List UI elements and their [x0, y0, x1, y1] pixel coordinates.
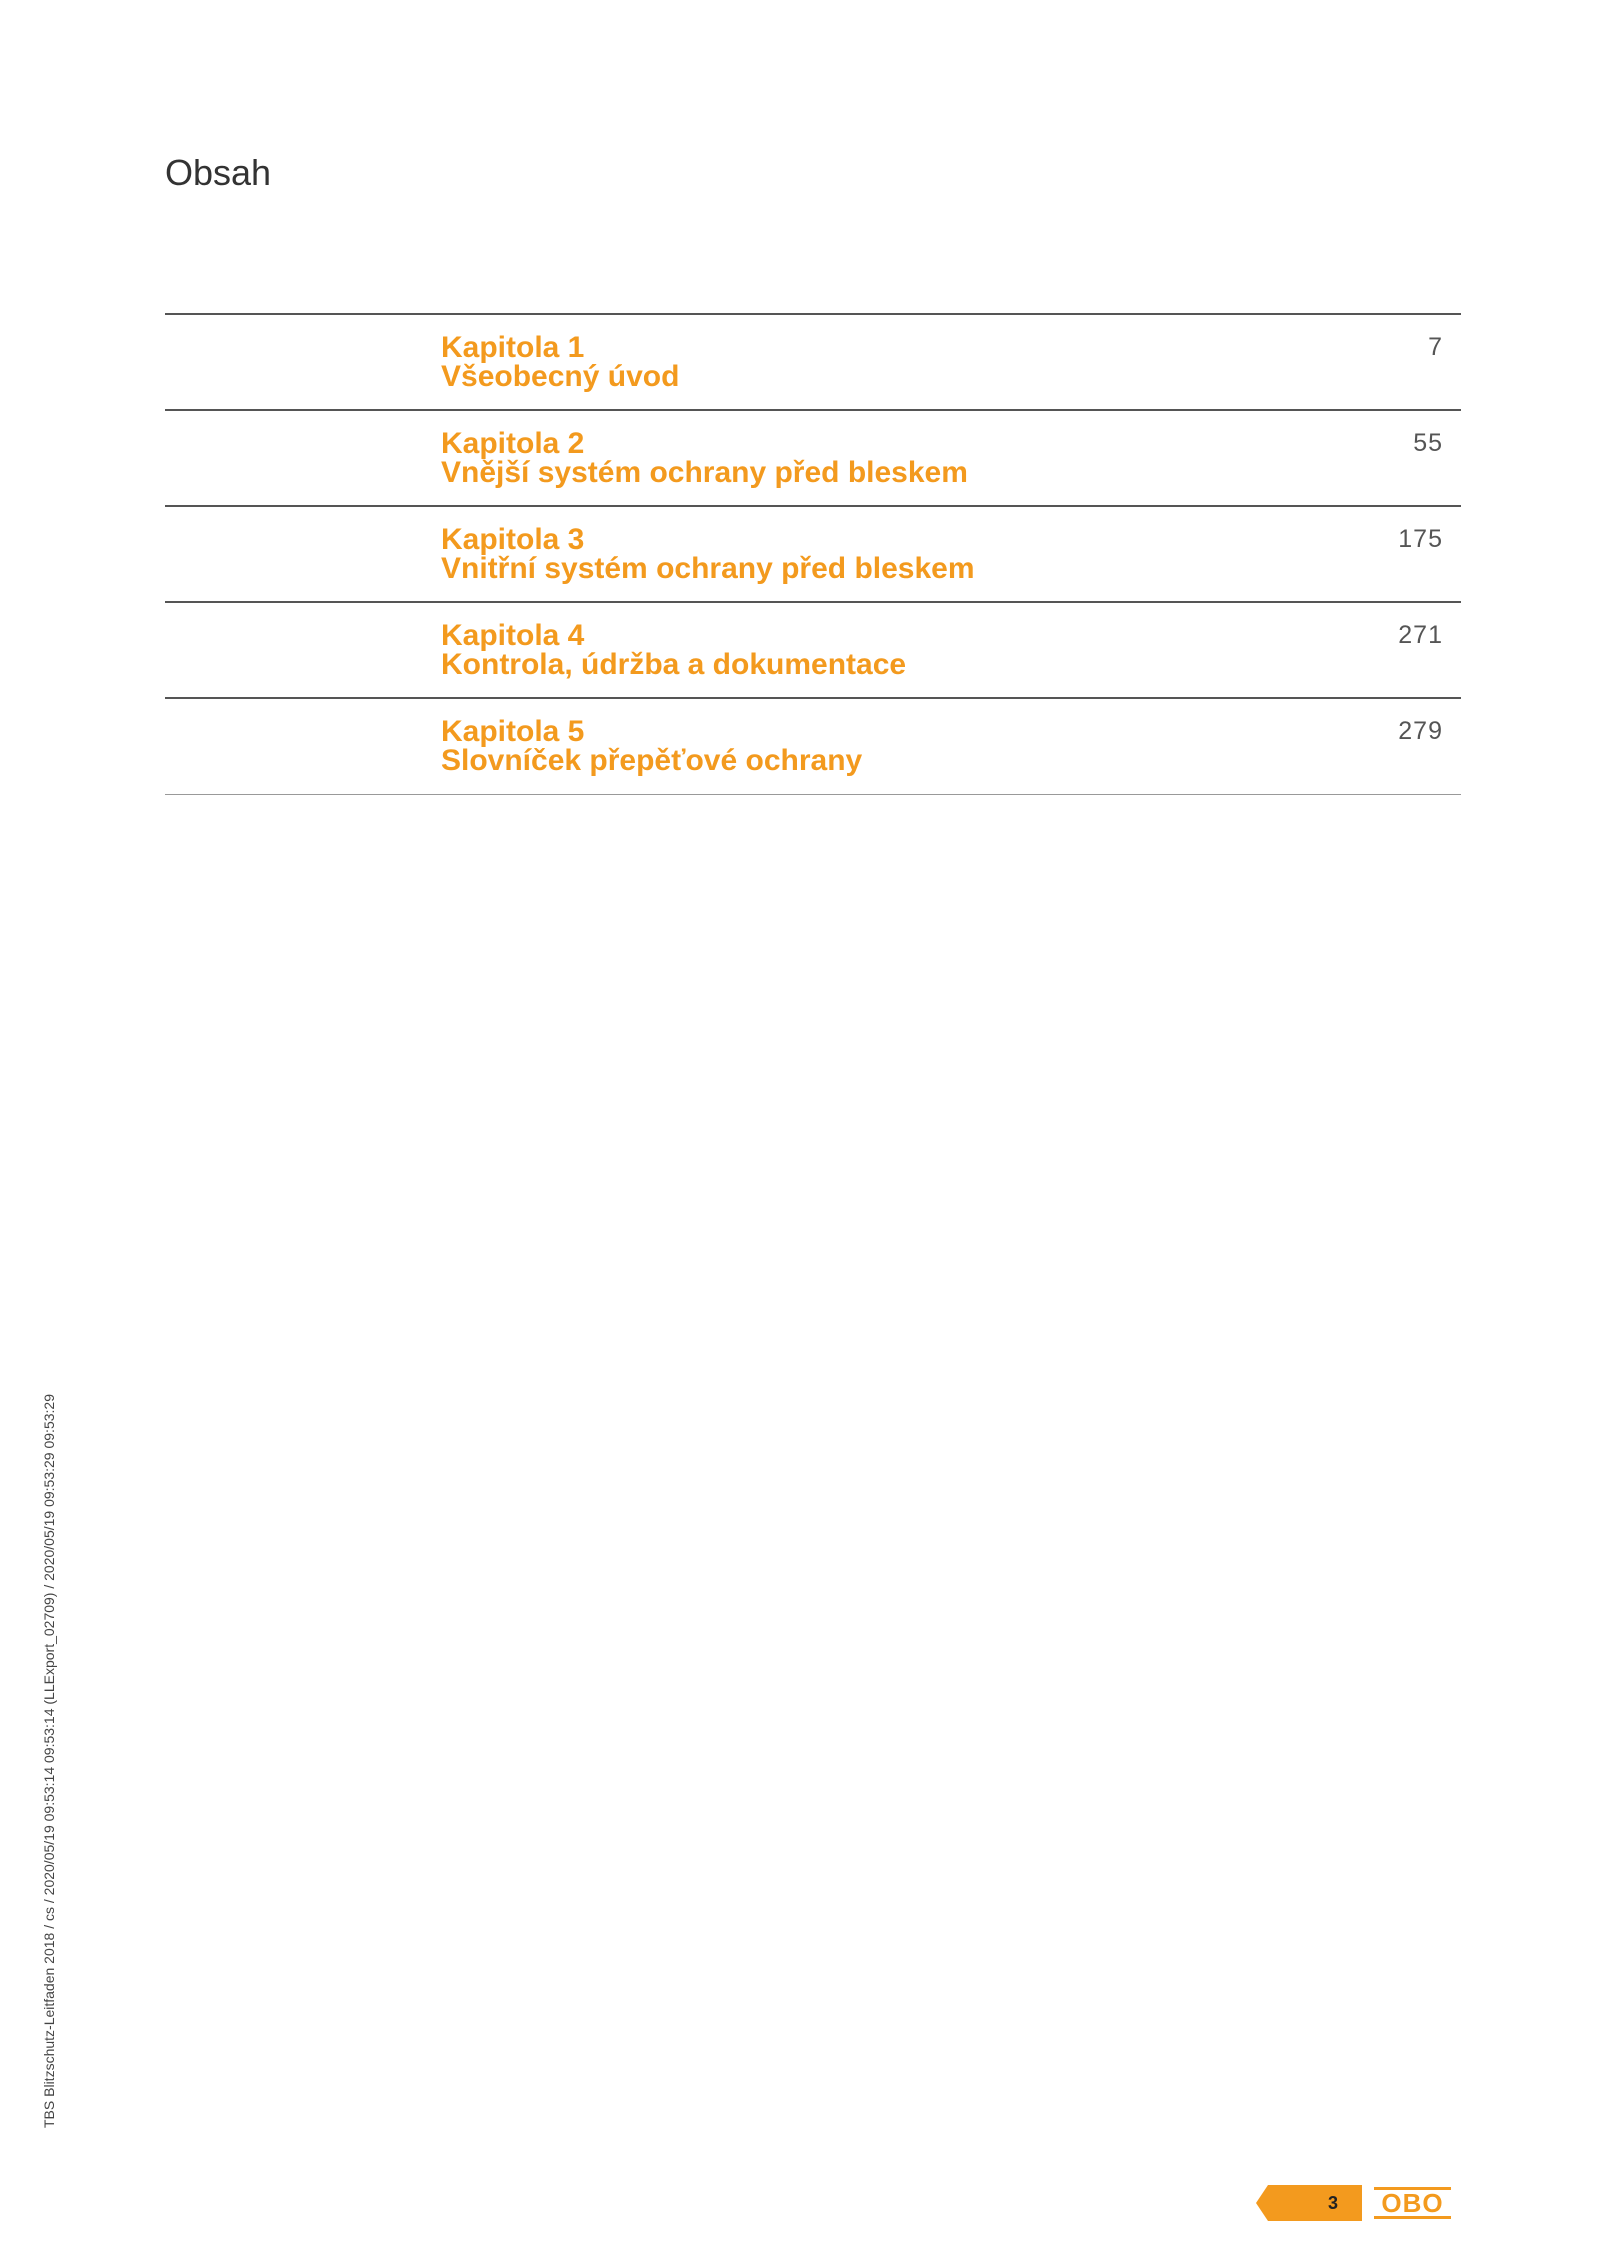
toc-chapter-name: Slovníček přepěťové ochrany — [441, 744, 863, 777]
toc-entry-1[interactable] — [165, 313, 1461, 409]
page-number: 3 — [1327, 2193, 1338, 2213]
toc-entry-text — [441, 717, 862, 775]
toc-page-number: 279 — [1398, 717, 1443, 745]
toc-page-number: 271 — [1398, 621, 1443, 649]
toc-chapter-label: Kapitola 4 — [441, 619, 585, 652]
toc-page-number: 55 — [1413, 429, 1443, 457]
obo-logo — [1374, 2187, 1451, 2219]
toc-chapter-name: Kontrola, údržba a dokumentace — [441, 648, 907, 681]
toc-chapter-label: Kapitola 3 — [441, 523, 585, 556]
toc-entry-text — [441, 333, 679, 391]
toc-chapter-name: Vnitřní systém ochrany před bleskem — [441, 552, 975, 585]
toc-chapter-name: Všeobecný úvod — [441, 360, 680, 393]
toc-entry-2[interactable] — [165, 409, 1461, 505]
page-title: Obsah — [165, 152, 272, 193]
toc-page-number: 175 — [1398, 525, 1443, 553]
toc-entry-5[interactable] — [165, 697, 1461, 795]
logo-text: OBO — [1381, 2188, 1444, 2218]
toc-chapter-label: Kapitola 2 — [441, 427, 585, 460]
toc-entry-text — [441, 429, 968, 487]
toc-entry-text — [441, 621, 906, 679]
page-number-tab — [1256, 2185, 1362, 2221]
toc-page-number: 7 — [1428, 333, 1443, 361]
toc-entry-text — [441, 525, 975, 583]
toc-entry-3[interactable] — [165, 505, 1461, 601]
table-of-contents — [165, 313, 1461, 795]
page-footer — [1256, 2185, 1451, 2221]
print-metadata-note: TBS Blitzschutz-Leitfaden 2018 / cs / 2020/05/19 09:53:14 09:53:14 (LLExport_02709) / 2020/05/19 09:53:29 09:53:29 — [41, 1394, 57, 2128]
toc-chapter-label: Kapitola 5 — [441, 715, 585, 748]
toc-chapter-label: Kapitola 1 — [441, 331, 585, 364]
toc-chapter-name: Vnější systém ochrany před bleskem — [441, 456, 968, 489]
toc-entry-4[interactable] — [165, 601, 1461, 697]
page-tab-shape — [1256, 2185, 1362, 2221]
